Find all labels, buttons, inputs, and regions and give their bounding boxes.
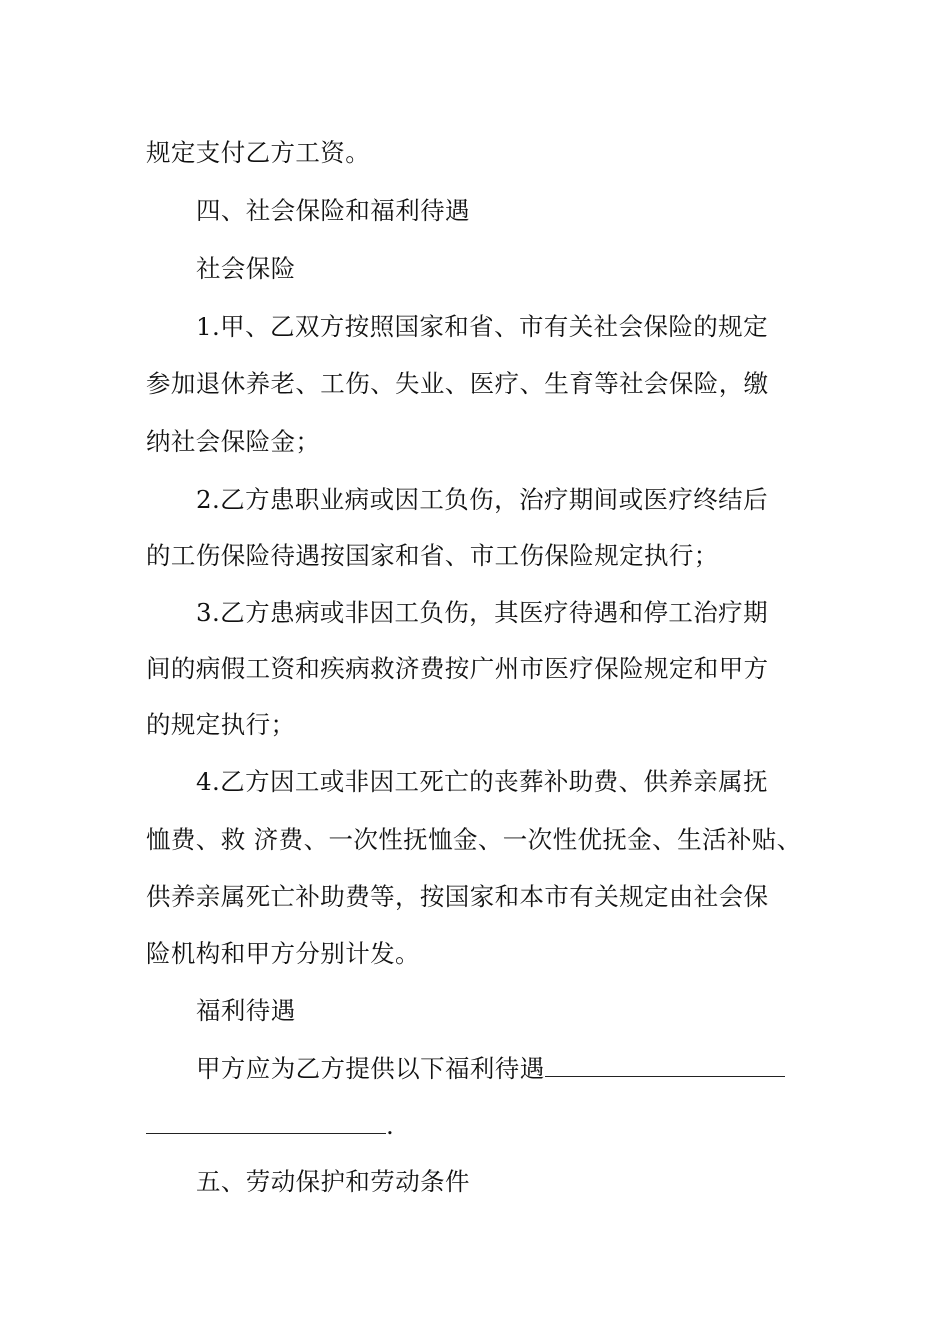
section-heading: 五、劳动保护和劳动条件 — [196, 1167, 470, 1196]
paragraph-line: 险机构和甲方分别计发。 — [146, 939, 420, 968]
fill-in-period: . — [386, 1111, 395, 1140]
fill-in-label: 甲方应为乙方提供以下福利待遇 — [196, 1054, 545, 1083]
fill-in-blank — [146, 1111, 386, 1134]
paragraph-line: 2.乙方患职业病或因工负伤，治疗期间或医疗终结后 — [196, 485, 768, 514]
fill-in-blank — [545, 1054, 785, 1077]
subsection-heading: 福利待遇 — [196, 996, 296, 1025]
paragraph-line: 规定支付乙方工资。 — [146, 138, 371, 167]
paragraph-line: 的规定执行； — [146, 710, 296, 739]
paragraph-line: 参加退休养老、工伤、失业、医疗、生育等社会保险，缴 — [146, 369, 769, 398]
paragraph-line: 3.乙方患病或非因工负伤，其医疗待遇和停工治疗期 — [196, 598, 768, 627]
paragraph-line: 纳社会保险金； — [146, 427, 321, 456]
fill-in-line — [196, 1054, 866, 1084]
paragraph-line: 的工伤保险待遇按国家和省、市工伤保险规定执行； — [146, 541, 719, 570]
paragraph-line: 间的病假工资和疾病救济费按广州市医疗保险规定和甲方 — [146, 654, 769, 683]
paragraph-line: 恤费、救 济费、一次性抚恤金、一次性优抚金、生活补贴、 — [146, 825, 802, 854]
paragraph-line: 4.乙方因工或非因工死亡的丧葬补助费、供养亲属抚 — [196, 767, 768, 796]
section-heading: 四、社会保险和福利待遇 — [196, 196, 470, 225]
subsection-heading: 社会保险 — [196, 254, 296, 283]
paragraph-line: 1.甲、乙双方按照国家和省、市有关社会保险的规定 — [196, 312, 768, 341]
paragraph-line: 供养亲属死亡补助费等，按国家和本市有关规定由社会保 — [146, 882, 769, 911]
fill-in-line-continued — [146, 1111, 816, 1141]
